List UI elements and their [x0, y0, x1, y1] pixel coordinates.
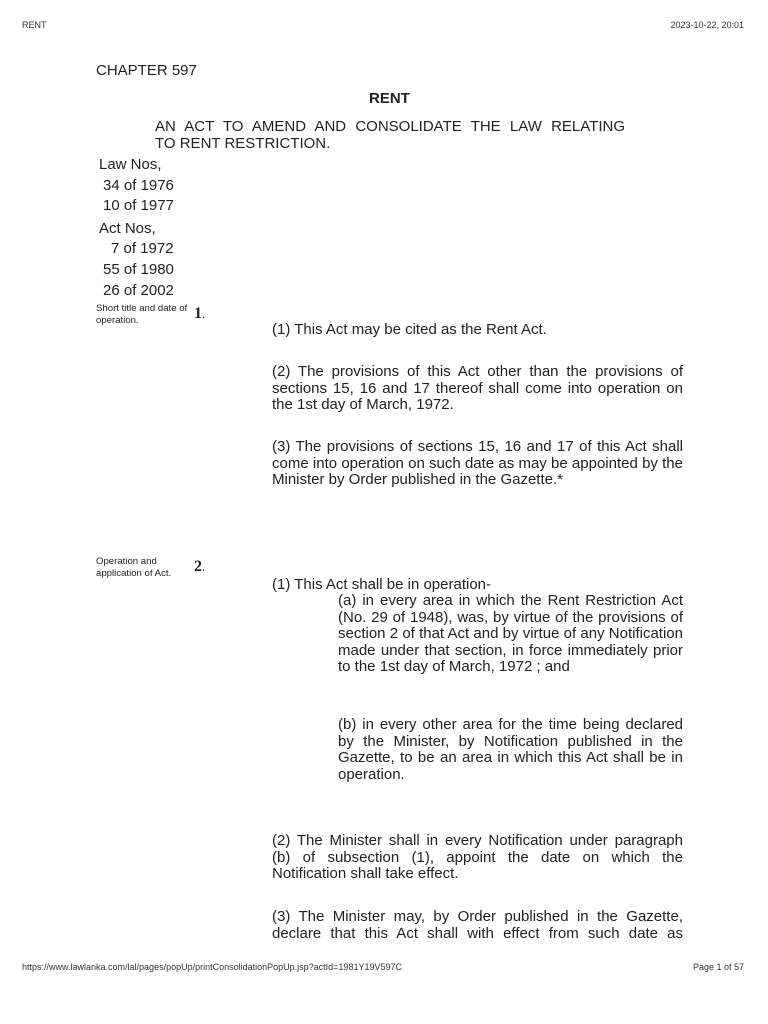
act-title: RENT: [369, 90, 410, 107]
marginal-note: Operation and application of Act.: [96, 556, 172, 579]
print-footer-page: Page 1 of 57: [692, 962, 744, 972]
long-title-line-2: TO RENT RESTRICTION.: [155, 135, 331, 152]
subsection-intro: (1) This Act shall be in operation-: [272, 576, 492, 593]
section-number-value: 2: [194, 558, 202, 575]
marginal-note: Short title and date of operation.: [96, 303, 188, 326]
section-number: 1.: [194, 305, 206, 322]
chapter-number: CHAPTER 597: [96, 62, 197, 79]
paragraph-b: (b) in every other area for the time being declared by the Minister, by Notification published in the Gazette, to be an area in which this Act shall be in operation.: [338, 716, 683, 783]
print-footer-url: https://www.lawlanka.com/lal/pages/popUp/printConsolidationPopUp.jsp?actId=1981Y19V597C: [22, 962, 402, 972]
paragraph-a: (a) in every area in which the Rent Restriction Act (No. 29 of 1948), was, by virtue of the provisions of section 2 of that Act and by virtue of any Notification made under that section, in force immediately prior to the 1st day of March, 1972 ; and: [338, 592, 683, 676]
section-paragraph: (3) The provisions of sections 15, 16 and 17 of this Act shall come into operation on such date as may be appointed by the Minister by Order published in the Gazette.*: [272, 438, 683, 489]
act-no: 26 of 2002: [103, 282, 174, 299]
law-no: 10 of 1977: [103, 197, 174, 214]
long-title-line-1: AN ACT TO AMEND AND CONSOLIDATE THE LAW RELATING: [155, 118, 625, 135]
act-nos-label: Act Nos,: [99, 220, 156, 237]
act-no: 55 of 1980: [103, 261, 174, 278]
section-paragraph: (2) The provisions of this Act other than the provisions of sections 15, 16 and 17 thereof shall come into operation on the 1st day of March, 1972.: [272, 363, 683, 414]
law-no: 34 of 1976: [103, 177, 174, 194]
print-header-datetime: 2023-10-22, 20:01: [670, 20, 744, 30]
act-no: 7 of 1972: [111, 240, 174, 257]
subsection-3: (3) The Minister may, by Order published in the Gazette, declare that this Act shall with effect from such date as: [272, 908, 683, 942]
section-number-value: 1: [194, 305, 202, 322]
section-paragraph: (1) This Act may be cited as the Rent Act.: [272, 321, 547, 338]
subsection-2: (2) The Minister shall in every Notification under paragraph (b) of subsection (1), appoint the date on which the Notification shall take effect.: [272, 832, 683, 883]
long-title: [155, 118, 625, 152]
law-nos-label: Law Nos,: [99, 156, 162, 173]
print-header-title: RENT: [22, 20, 47, 30]
section-number: 2.: [194, 558, 206, 575]
